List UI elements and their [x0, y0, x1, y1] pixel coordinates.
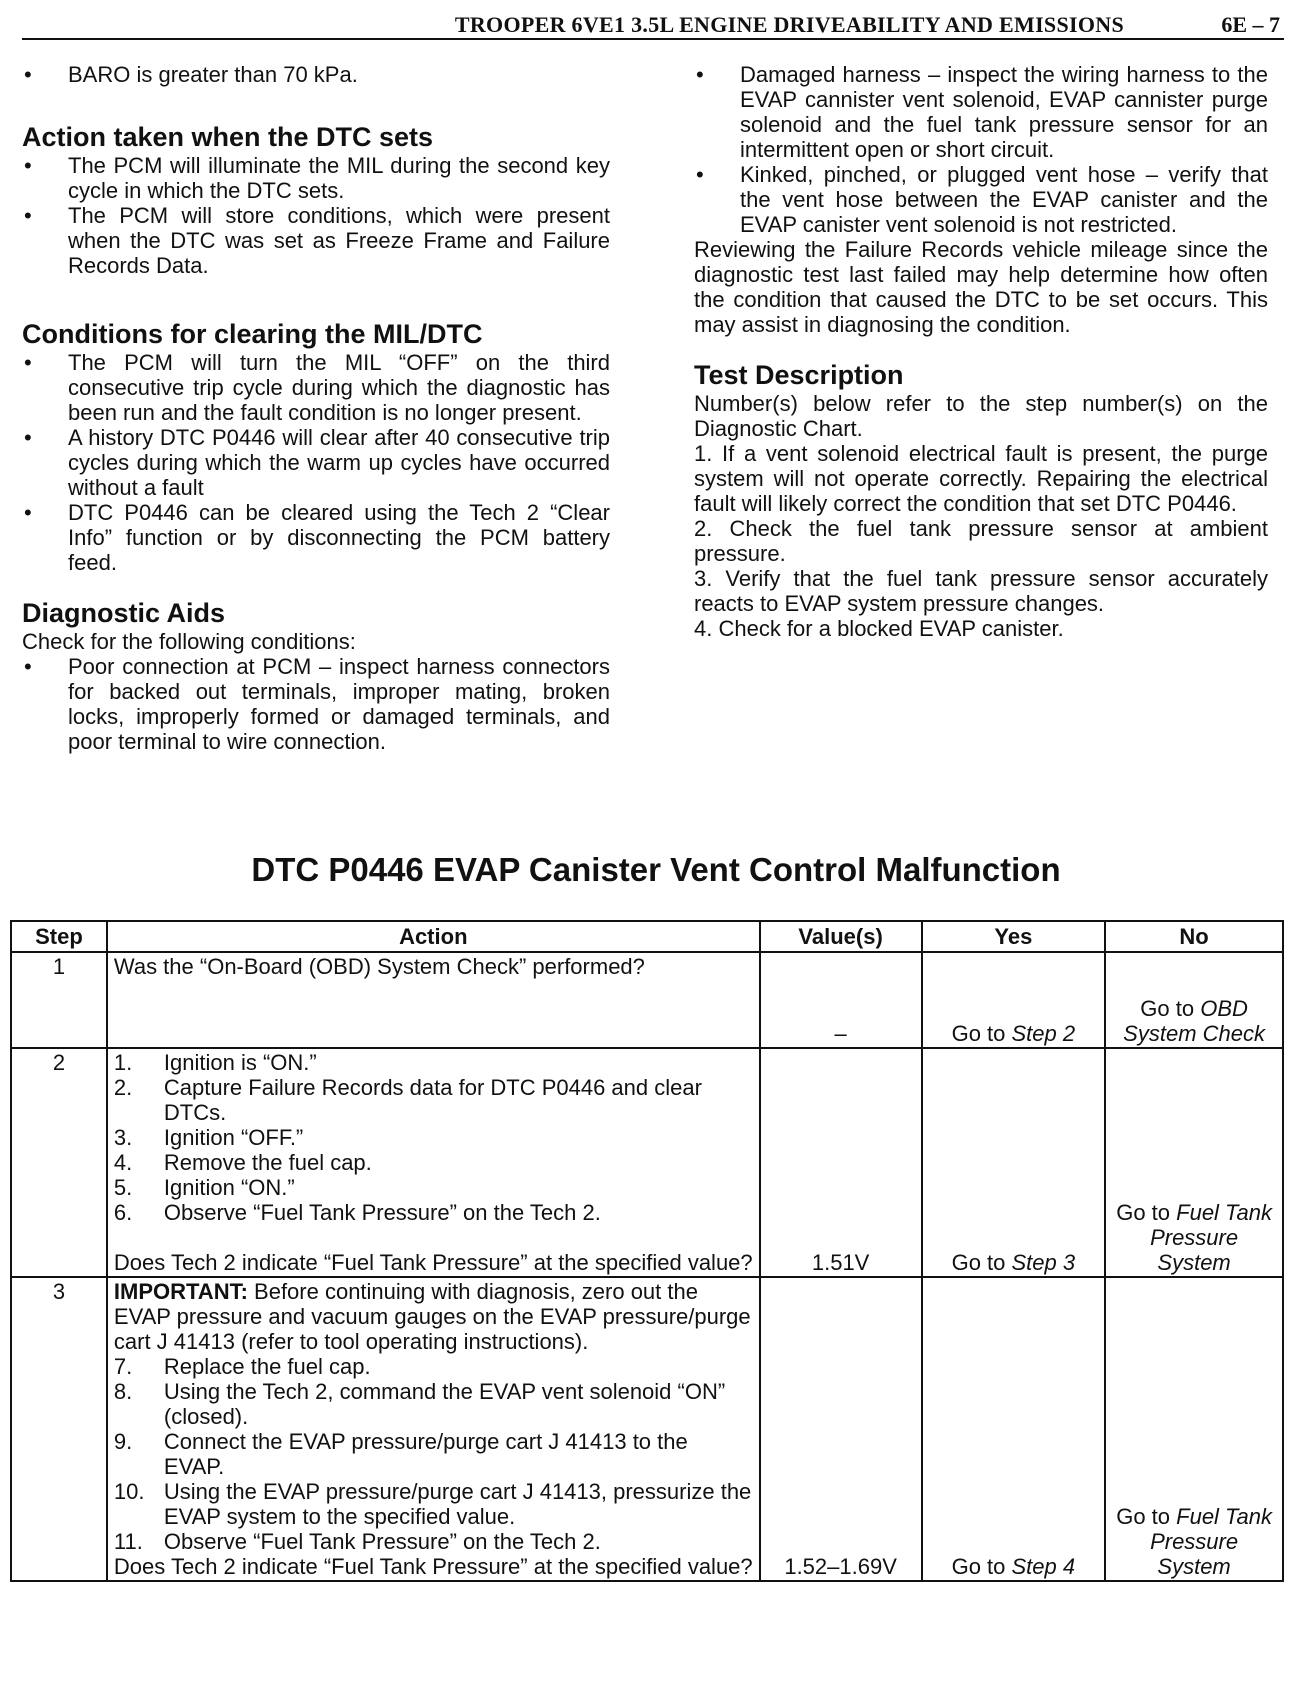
- fuel-tank-pressure-link[interactable]: Fuel Tank Pressure System: [1150, 1504, 1272, 1579]
- question-text: Does Tech 2 indicate “Fuel Tank Pressure” at the specified value?: [113, 1554, 753, 1579]
- aids-list: [22, 654, 610, 754]
- column-header: Yes: [922, 921, 1106, 952]
- step-link[interactable]: Step 4: [1011, 1554, 1076, 1579]
- test-intro: Number(s) below refer to the step number(s) on the Diagnostic Chart.: [694, 391, 1268, 441]
- table-row: [11, 1048, 1283, 1277]
- column-header: No: [1105, 921, 1283, 952]
- yes-cell: Go to Step 2: [922, 952, 1106, 1048]
- column-header: Step: [11, 921, 107, 952]
- list-item: 11. Observe “Fuel Tank Pressure” on the Tech 2.: [113, 1529, 601, 1554]
- header-title: TROOPER 6VE1 3.5L ENGINE DRIVEABILITY AND EMISSIONS: [454, 12, 1124, 37]
- substep-list: [114, 1354, 753, 1554]
- left-column: [22, 62, 610, 754]
- right-column: [694, 62, 1268, 641]
- value-cell: 1.52–1.69V: [760, 1277, 922, 1581]
- list-item: • The PCM will store conditions, which were present when the DTC was set as Freeze Frame and Failure Records Data.: [24, 203, 610, 278]
- list-item: 3. Ignition “OFF.”: [113, 1125, 304, 1150]
- list-item: 9. Connect the EVAP pressure/purge cart J 41413 to the EVAP.: [113, 1429, 688, 1479]
- question-text: Does Tech 2 indicate “Fuel Tank Pressure” at the specified value?: [113, 1250, 753, 1275]
- value-cell: 1.51V: [760, 1048, 922, 1277]
- action-list: [22, 153, 610, 278]
- page-header: [22, 8, 1284, 40]
- important-note: IMPORTANT: Before continuing with diagnosis, zero out the EVAP pressure and vacuum gauges on the EVAP pressure/purge cart J 41413 (refer to tool operating instructions).: [113, 1279, 751, 1354]
- clearing-heading: Conditions for clearing the MIL/DTC: [22, 319, 483, 349]
- no-cell: Go to Fuel Tank Pressure System: [1105, 1277, 1283, 1581]
- list-item: 6. Observe “Fuel Tank Pressure” on the Tech 2.: [113, 1200, 601, 1225]
- action-heading: Action taken when the DTC sets: [22, 122, 434, 152]
- action-cell: [107, 1048, 760, 1277]
- substep-list: [114, 1050, 753, 1225]
- review-paragraph: Reviewing the Failure Records vehicle mileage since the diagnostic test last failed may help determine how often the condition that caused the DTC to be set occurs. This may assist in diagnosing the condition.: [694, 237, 1268, 337]
- yes-cell: Go to Step 3: [922, 1048, 1106, 1277]
- list-item: • Kinked, pinched, or plugged vent hose – verify that the vent hose between the EVAP canister and the EVAP canister vent solenoid is not restricted.: [696, 162, 1268, 237]
- table-row: [11, 952, 1283, 1048]
- test-item: 3. Verify that the fuel tank pressure sensor accurately reacts to EVAP system pressure changes.: [694, 566, 1268, 616]
- aids-intro: Check for the following conditions:: [22, 629, 356, 654]
- list-item: • Poor connection at PCM – inspect harness connectors for backed out terminals, improper mating, broken locks, improperly formed or damaged terminals, and poor terminal to wire connection.: [24, 654, 610, 754]
- list-item: • BARO is greater than 70 kPa.: [24, 62, 358, 87]
- list-item: 1. Ignition is “ON.”: [113, 1050, 317, 1075]
- list-item: • DTC P0446 can be cleared using the Tech 2 “Clear Info” function or by disconnecting the PCM battery feed.: [24, 500, 610, 575]
- yes-cell: Go to Step 4: [922, 1277, 1106, 1581]
- list-item: 8. Using the Tech 2, command the EVAP vent solenoid “ON” (closed).: [113, 1379, 726, 1429]
- fuel-tank-pressure-link[interactable]: Fuel Tank Pressure System: [1150, 1200, 1272, 1275]
- list-item: 7. Replace the fuel cap.: [113, 1354, 371, 1379]
- document-title: DTC P0446 EVAP Canister Vent Control Malfunction: [251, 851, 1061, 888]
- list-item: • A history DTC P0446 will clear after 40 consecutive trip cycles during which the warm up cycles have occurred without a fault: [24, 425, 610, 500]
- column-header: Value(s): [760, 921, 922, 952]
- diagnostic-table: [10, 920, 1284, 1582]
- list-item: 5. Ignition “ON.”: [113, 1175, 295, 1200]
- table-header-row: [11, 921, 1283, 952]
- test-item: 2. Check the fuel tank pressure sensor at ambient pressure.: [694, 516, 1268, 566]
- list-item: 10. Using the EVAP pressure/purge cart J 41413, pressurize the EVAP system to the specified value.: [113, 1479, 752, 1529]
- value-cell: –: [760, 952, 922, 1048]
- page-number: 6E – 7: [1221, 12, 1280, 37]
- table-row: [11, 1277, 1283, 1581]
- test-heading: Test Description: [694, 360, 904, 390]
- aids-heading: Diagnostic Aids: [22, 598, 226, 628]
- no-cell: Go to Fuel Tank Pressure System: [1105, 1048, 1283, 1277]
- test-item: 4. Check for a blocked EVAP canister.: [694, 616, 1064, 641]
- test-item: 1. If a vent solenoid electrical fault is present, the purge system will not operate correctly. Repairing the electrical fault will likely correct the condition that set DTC P0446.: [694, 441, 1268, 516]
- step-link[interactable]: Step 2: [1011, 1021, 1076, 1046]
- step-number: 2: [11, 1048, 107, 1277]
- aids-continued-list: [694, 62, 1268, 237]
- list-item: 4. Remove the fuel cap.: [113, 1150, 372, 1175]
- step-number: 3: [11, 1277, 107, 1581]
- list-item: • Damaged harness – inspect the wiring harness to the EVAP cannister vent solenoid, EVAP cannister purge solenoid and the fuel tank pressure sensor for an intermittent open or short circuit.: [696, 62, 1268, 162]
- step-link[interactable]: Step 3: [1011, 1250, 1076, 1275]
- action-cell: [107, 1277, 760, 1581]
- action-cell: Was the “On-Board (OBD) System Check” performed?: [107, 952, 760, 1048]
- list-item: 2. Capture Failure Records data for DTC P0446 and clear DTCs.: [113, 1075, 702, 1125]
- obd-check-link[interactable]: OBD System Check: [1123, 996, 1265, 1046]
- no-cell: Go to OBD System Check: [1105, 952, 1283, 1048]
- clearing-list: [22, 350, 610, 575]
- step-number: 1: [11, 952, 107, 1048]
- column-header: Action: [107, 921, 760, 952]
- baro-list: [22, 62, 610, 87]
- list-item: • The PCM will turn the MIL “OFF” on the third consecutive trip cycle during which the diagnostic has been run and the fault condition is no longer present.: [24, 350, 610, 425]
- list-item: • The PCM will illuminate the MIL during the second key cycle in which the DTC sets.: [24, 153, 610, 203]
